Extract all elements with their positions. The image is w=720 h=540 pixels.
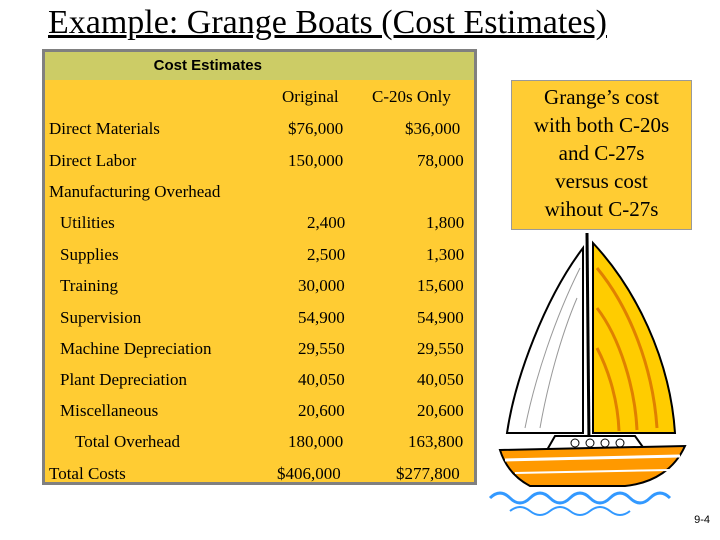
column-header-original: Original	[282, 87, 339, 106]
row-label: Utilities	[60, 213, 115, 232]
row-label: Miscellaneous	[60, 401, 159, 420]
row-label: Supervision	[60, 308, 142, 327]
row-original: 20,600	[298, 401, 345, 420]
row-label: Total Overhead	[75, 432, 181, 451]
sailboat-icon	[485, 228, 695, 518]
row-original: $406,000	[277, 464, 341, 483]
row-original: 180,000	[288, 432, 344, 451]
row-original: 150,000	[288, 151, 344, 170]
row-original: 2,400	[307, 213, 346, 232]
row-c20: 15,600	[417, 276, 464, 295]
row-label: Manufacturing Overhead	[49, 182, 221, 201]
row-c20: $277,800	[396, 464, 460, 483]
row-c20: 20,600	[417, 401, 464, 420]
page-title: Example: Grange Boats (Cost Estimates)	[48, 4, 607, 41]
table-header-label: Cost Estimates	[45, 52, 266, 80]
row-label: Direct Materials	[49, 119, 160, 138]
row-label: Total Costs	[49, 464, 126, 483]
row-c20: 163,800	[408, 432, 464, 451]
row-c20: $36,000	[405, 119, 461, 138]
row-label: Training	[60, 276, 118, 295]
header-band	[266, 52, 474, 80]
row-original: 30,000	[298, 276, 345, 295]
page-number: 9-4	[694, 514, 710, 526]
row-original: $76,000	[288, 119, 344, 138]
row-label: Plant Depreciation	[60, 370, 187, 389]
row-original: 2,500	[307, 245, 346, 264]
row-c20: 1,300	[426, 245, 465, 264]
column-header-c20s: C-20s Only	[372, 87, 451, 106]
row-c20: 1,800	[426, 213, 465, 232]
row-c20: 40,050	[417, 370, 464, 389]
row-label: Direct Labor	[49, 151, 137, 170]
row-label: Machine Depreciation	[60, 339, 212, 358]
row-label: Supplies	[60, 245, 119, 264]
row-c20: 29,550	[417, 339, 464, 358]
row-original: 54,900	[298, 308, 345, 327]
row-original: 40,050	[298, 370, 345, 389]
cost-table	[42, 49, 477, 485]
row-c20: 54,900	[417, 308, 464, 327]
row-c20: 78,000	[417, 151, 464, 170]
row-original: 29,550	[298, 339, 345, 358]
annotation-note: Grange’s cost with both C-20s and C-27s versus cost wihout C-27s	[511, 80, 692, 230]
cost-table-body	[45, 52, 474, 482]
